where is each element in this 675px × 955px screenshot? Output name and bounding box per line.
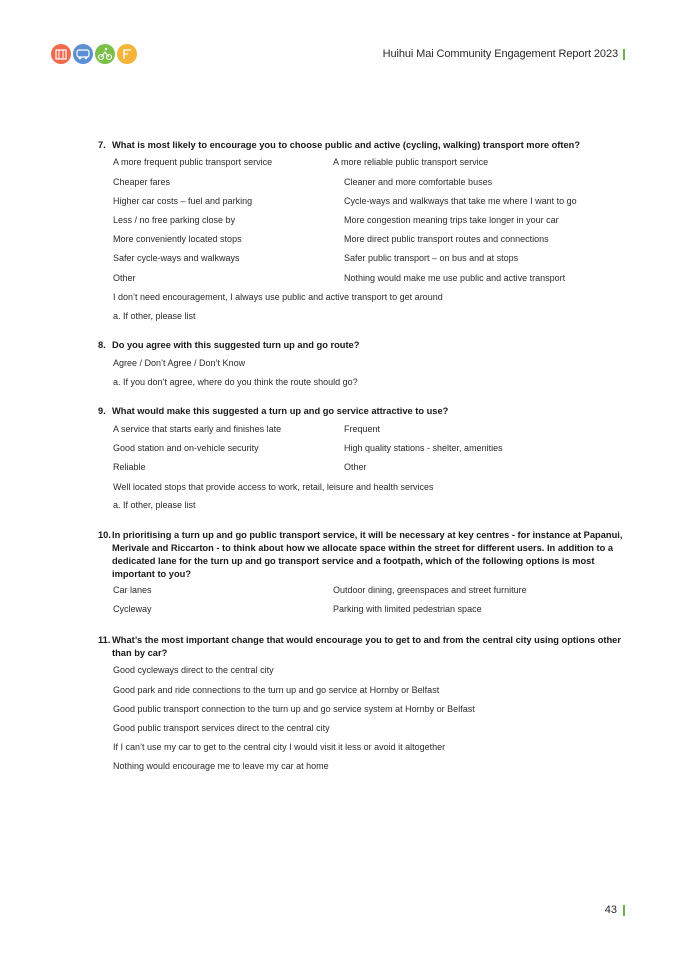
question-7 bbox=[98, 139, 624, 152]
option: More direct public transport routes and connections bbox=[344, 234, 549, 244]
option: High quality stations - shelter, amenities bbox=[344, 443, 503, 453]
question-9 bbox=[98, 405, 624, 418]
option: Safer cycle-ways and walkways bbox=[113, 253, 240, 263]
sub-question: a. If you don’t agree, where do you think the route should go? bbox=[113, 377, 358, 387]
option: Cheaper fares bbox=[113, 177, 171, 187]
option: If I can’t use my car to get to the central city I would visit it less or avoid it altogether bbox=[113, 742, 446, 752]
option: Other bbox=[344, 462, 367, 472]
option: Good park and ride connections to the turn up and go service at Hornby or Belfast bbox=[113, 685, 440, 695]
option: Safer public transport – on bus and at stops bbox=[344, 253, 519, 263]
question-text: Do you agree with this suggested turn up and go route? bbox=[112, 340, 360, 350]
sub-question: a. If other, please list bbox=[113, 311, 196, 321]
question-text: In prioritising a turn up and go public transport service, it will be necessary at key centres - for instance at Papanui, Merivale and Riccarton - to think about how we allocate space within the street for different users. In addition to a dedicated lane for the turn up and go transport service and a footpath, which of the following options is most important to you? bbox=[112, 530, 623, 579]
option: Good public transport services direct to the central city bbox=[113, 723, 330, 733]
page-number: 43 bbox=[604, 904, 617, 916]
question-number: 10. bbox=[98, 530, 111, 540]
option: Good cycleways direct to the central city bbox=[113, 665, 274, 675]
option: Cycle-ways and walkways that take me where I want to go bbox=[344, 196, 577, 206]
option: Parking with limited pedestrian space bbox=[333, 604, 482, 614]
accent-bar bbox=[623, 49, 625, 60]
option: Well located stops that provide access to work, retail, leisure and health services bbox=[113, 482, 434, 492]
option: Reliable bbox=[113, 462, 146, 472]
option: A more reliable public transport service bbox=[333, 157, 489, 167]
option: Frequent bbox=[344, 424, 381, 434]
question-10 bbox=[98, 529, 624, 581]
question-8 bbox=[98, 339, 624, 352]
option: Higher car costs – fuel and parking bbox=[113, 196, 253, 206]
option: A more frequent public transport service bbox=[113, 157, 273, 167]
question-number: 8. bbox=[98, 340, 106, 350]
option: Outdoor dining, greenspaces and street furniture bbox=[333, 585, 527, 595]
tree-icon bbox=[117, 44, 137, 64]
building-icon bbox=[51, 44, 71, 64]
option: A service that starts early and finishes late bbox=[113, 424, 282, 434]
question-text: What would make this suggested a turn up and go service attractive to use? bbox=[112, 406, 449, 416]
question-text: What is most likely to encourage you to choose public and active (cycling, walking) transport more often? bbox=[112, 140, 581, 150]
accent-bar bbox=[623, 905, 625, 916]
question-text: What’s the most important change that would encourage you to get to and from the central city using options other than by car? bbox=[112, 635, 621, 658]
question-number: 9. bbox=[98, 406, 106, 416]
option: Other bbox=[113, 273, 136, 283]
answer-options: Agree / Don’t Agree / Don’t Know bbox=[113, 358, 246, 368]
option: Good station and on-vehicle security bbox=[113, 443, 259, 453]
option: Cycleway bbox=[113, 604, 152, 614]
sub-question: a. If other, please list bbox=[113, 500, 196, 510]
option: I don’t need encouragement, I always use public and active transport to get around bbox=[113, 292, 443, 302]
option: Car lanes bbox=[113, 585, 152, 595]
option: Nothing would encourage me to leave my car at home bbox=[113, 761, 329, 771]
option: Cleaner and more comfortable buses bbox=[344, 177, 493, 187]
cyclist-icon bbox=[95, 44, 115, 64]
question-11 bbox=[98, 634, 624, 660]
option: Nothing would make me use public and active transport bbox=[344, 273, 566, 283]
bus-icon bbox=[73, 44, 93, 64]
option: Good public transport connection to the turn up and go service system at Hornby or Belfast bbox=[113, 704, 475, 714]
question-number: 7. bbox=[98, 140, 106, 150]
option: More conveniently located stops bbox=[113, 234, 242, 244]
question-number: 11. bbox=[98, 635, 111, 645]
option: Less / no free parking close by bbox=[113, 215, 236, 225]
option: More congestion meaning trips take longer in your car bbox=[344, 215, 559, 225]
report-title: Huihui Mai Community Engagement Report 2023 bbox=[382, 48, 618, 60]
